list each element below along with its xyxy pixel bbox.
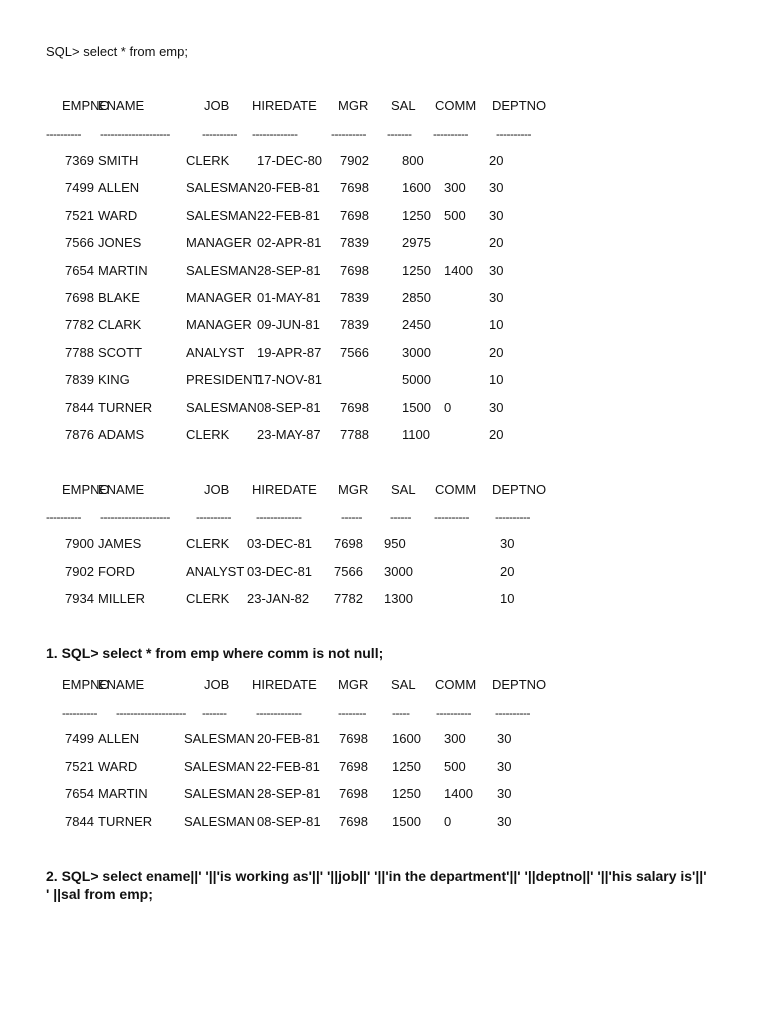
table-cell-sal: 950: [384, 536, 406, 551]
table-cell-mgr: 7902: [340, 153, 369, 168]
table-cell-hiredate: 02-APR-81: [257, 235, 322, 250]
table-cell-mgr: 7839: [340, 290, 369, 305]
column-header-hiredate: HIREDATE: [252, 98, 317, 113]
table-cell-hiredate: 09-JUN-81: [257, 317, 320, 332]
table-cell-job: CLERK: [186, 536, 230, 551]
column-header-empno: EMPNO: [62, 677, 110, 692]
table-cell-empno: 7654: [65, 263, 94, 278]
table-cell-deptno: 20: [489, 235, 504, 250]
column-header-ename: ENAME: [98, 482, 145, 497]
table-cell-deptno: 30: [489, 208, 504, 223]
table-cell-job: ANALYST: [186, 564, 245, 579]
table-cell-sal: 1600: [392, 731, 421, 746]
table-cell-empno: 7902: [65, 564, 94, 579]
table-cell-deptno: 20: [489, 427, 504, 442]
table-cell-deptno: 30: [497, 814, 512, 829]
table-cell-deptno: 30: [489, 290, 504, 305]
column-separator-comm: ----------: [433, 127, 468, 141]
table-cell-hiredate: 08-SEP-81: [257, 814, 321, 829]
column-separator-sal: ------: [390, 510, 411, 524]
column-separator-comm: ----------: [434, 510, 469, 524]
table-cell-deptno: 30: [489, 180, 504, 195]
table-cell-sal: 1300: [384, 591, 413, 606]
table-cell-ename: MARTIN: [98, 263, 148, 278]
table-cell-empno: 7654: [65, 786, 94, 801]
column-header-comm: COMM: [435, 98, 477, 113]
table-cell-ename: ADAMS: [98, 427, 145, 442]
table-cell-empno: 7900: [65, 536, 94, 551]
table-cell-job: PRESIDENT: [186, 372, 261, 387]
table-cell-hiredate: 28-SEP-81: [257, 263, 321, 278]
table-cell-ename: MARTIN: [98, 786, 148, 801]
column-separator-sal: -----: [392, 706, 410, 720]
column-separator-deptno: ----------: [495, 706, 530, 720]
table-cell-deptno: 30: [489, 263, 504, 278]
table-cell-hiredate: 03-DEC-81: [247, 564, 313, 579]
table-cell-job: MANAGER: [186, 317, 252, 332]
table-cell-mgr: 7698: [339, 731, 368, 746]
table-cell-ename: BLAKE: [98, 290, 140, 305]
column-header-job: JOB: [204, 98, 230, 113]
table-cell-deptno: 20: [500, 564, 515, 579]
table-cell-empno: 7844: [65, 814, 94, 829]
table-cell-ename: SCOTT: [98, 345, 143, 360]
table-cell-deptno: 30: [500, 536, 515, 551]
table-cell-mgr: 7698: [340, 208, 369, 223]
table-cell-hiredate: 17-NOV-81: [257, 372, 323, 387]
column-separator-mgr: ------: [341, 510, 362, 524]
table-cell-sal: 1250: [392, 786, 421, 801]
table-cell-ename: CLARK: [98, 317, 142, 332]
column-separator-mgr: --------: [338, 706, 366, 720]
column-header-comm: COMM: [435, 482, 477, 497]
table-cell-hiredate: 23-JAN-82: [247, 591, 310, 606]
table-cell-comm: 1400: [444, 263, 473, 278]
table-cell-comm: 500: [444, 759, 466, 774]
column-header-job: JOB: [204, 677, 230, 692]
column-separator-mgr: ----------: [331, 127, 366, 141]
column-header-sal: SAL: [391, 98, 416, 113]
table-cell-sal: 2850: [402, 290, 431, 305]
table-cell-sal: 1250: [402, 263, 431, 278]
table-cell-empno: 7934: [65, 591, 94, 606]
column-header-mgr: MGR: [338, 482, 369, 497]
table-cell-empno: 7369: [65, 153, 94, 168]
column-header-comm: COMM: [435, 677, 477, 692]
column-separator-job: ----------: [196, 510, 231, 524]
table-cell-job: CLERK: [186, 591, 230, 606]
table-cell-mgr: 7698: [339, 786, 368, 801]
column-header-deptno: DEPTNO: [492, 677, 547, 692]
column-separator-sal: -------: [387, 127, 412, 141]
table-cell-empno: 7499: [65, 180, 94, 195]
table-cell-mgr: 7788: [340, 427, 369, 442]
table-cell-sal: 1600: [402, 180, 431, 195]
table-cell-mgr: 7839: [340, 235, 369, 250]
table-cell-hiredate: 03-DEC-81: [247, 536, 313, 551]
table-cell-deptno: 30: [497, 786, 512, 801]
column-header-deptno: DEPTNO: [492, 482, 547, 497]
table-cell-sal: 5000: [402, 372, 431, 387]
intro-command: SQL> select * from emp;: [46, 44, 188, 59]
column-separator-ename: --------------------: [100, 127, 170, 141]
table-cell-empno: 7788: [65, 345, 94, 360]
table-cell-empno: 7782: [65, 317, 94, 332]
column-header-deptno: DEPTNO: [492, 98, 547, 113]
table-cell-sal: 800: [402, 153, 424, 168]
column-separator-hiredate: -------------: [252, 127, 298, 141]
table-cell-sal: 2450: [402, 317, 431, 332]
table-cell-job: ANALYST: [186, 345, 245, 360]
query-2-command-line-1: 2. SQL> select ename||' '||'is working as'||' '||job||' '||'in the department'||' '||deptno||' '||'his salary is'||': [46, 868, 707, 884]
table-cell-job: SALESMAN: [186, 263, 257, 278]
table-cell-ename: JONES: [98, 235, 142, 250]
table-cell-deptno: 10: [500, 591, 515, 606]
table-cell-hiredate: 20-FEB-81: [257, 180, 320, 195]
table-cell-empno: 7844: [65, 400, 94, 415]
column-header-sal: SAL: [391, 482, 416, 497]
table-cell-comm: 0: [444, 814, 452, 829]
table-cell-mgr: 7698: [340, 400, 369, 415]
table-cell-hiredate: 01-MAY-81: [257, 290, 321, 305]
query-1-command: 1. SQL> select * from emp where comm is not null;: [46, 645, 384, 661]
table-cell-ename: TURNER: [98, 814, 153, 829]
table-cell-mgr: 7698: [340, 263, 369, 278]
table-cell-mgr: 7698: [334, 536, 363, 551]
column-header-ename: ENAME: [98, 677, 145, 692]
table-cell-empno: 7521: [65, 208, 94, 223]
table-cell-empno: 7521: [65, 759, 94, 774]
table-cell-empno: 7499: [65, 731, 94, 746]
table-cell-deptno: 30: [497, 731, 512, 746]
table-cell-comm: 500: [444, 208, 466, 223]
column-separator-empno: ----------: [46, 127, 81, 141]
table-cell-comm: 300: [444, 731, 466, 746]
table-cell-job: MANAGER: [186, 235, 252, 250]
column-separator-hiredate: -------------: [256, 510, 302, 524]
table-cell-sal: 1500: [402, 400, 431, 415]
table-cell-job: CLERK: [186, 153, 230, 168]
table-cell-hiredate: 23-MAY-87: [257, 427, 321, 442]
table-cell-ename: JAMES: [98, 536, 142, 551]
column-header-empno: EMPNO: [62, 482, 110, 497]
column-separator-deptno: ----------: [496, 127, 531, 141]
table-cell-sal: 1500: [392, 814, 421, 829]
table-cell-ename: FORD: [98, 564, 135, 579]
table-cell-ename: KING: [98, 372, 130, 387]
table-cell-deptno: 30: [489, 400, 504, 415]
table-cell-job: SALESMAN: [184, 814, 255, 829]
table-cell-mgr: 7566: [340, 345, 369, 360]
table-cell-comm: 0: [444, 400, 452, 415]
column-separator-job: ----------: [202, 127, 237, 141]
table-cell-sal: 3000: [384, 564, 413, 579]
table-cell-deptno: 10: [489, 372, 504, 387]
table-cell-deptno: 20: [489, 345, 504, 360]
table-cell-ename: WARD: [98, 759, 138, 774]
column-header-hiredate: HIREDATE: [252, 482, 317, 497]
table-cell-comm: 300: [444, 180, 466, 195]
table-cell-ename: WARD: [98, 208, 138, 223]
table-cell-hiredate: 22-FEB-81: [257, 208, 320, 223]
column-header-hiredate: HIREDATE: [252, 677, 317, 692]
table-cell-empno: 7876: [65, 427, 94, 442]
table-cell-job: MANAGER: [186, 290, 252, 305]
table-cell-empno: 7566: [65, 235, 94, 250]
table-cell-job: SALESMAN: [184, 759, 255, 774]
table-cell-hiredate: 08-SEP-81: [257, 400, 321, 415]
table-cell-deptno: 20: [489, 153, 504, 168]
table-cell-mgr: 7698: [339, 814, 368, 829]
query-2-command-line-2: ' ||sal from emp;: [46, 886, 153, 902]
column-separator-job: -------: [202, 706, 227, 720]
table-cell-mgr: 7698: [340, 180, 369, 195]
column-header-sal: SAL: [391, 677, 416, 692]
column-header-job: JOB: [204, 482, 230, 497]
table-cell-ename: MILLER: [98, 591, 145, 606]
table-cell-empno: 7698: [65, 290, 94, 305]
column-header-empno: EMPNO: [62, 98, 110, 113]
column-separator-empno: ----------: [62, 706, 97, 720]
table-cell-job: SALESMAN: [186, 208, 257, 223]
column-separator-hiredate: -------------: [256, 706, 302, 720]
table-cell-mgr: 7698: [339, 759, 368, 774]
column-header-ename: ENAME: [98, 98, 145, 113]
table-cell-ename: SMITH: [98, 153, 139, 168]
table-cell-ename: TURNER: [98, 400, 153, 415]
column-separator-empno: ----------: [46, 510, 81, 524]
table-cell-hiredate: 28-SEP-81: [257, 786, 321, 801]
column-header-mgr: MGR: [338, 98, 369, 113]
table-cell-hiredate: 19-APR-87: [257, 345, 322, 360]
table-cell-sal: 1250: [392, 759, 421, 774]
column-separator-ename: --------------------: [100, 510, 170, 524]
table-cell-mgr: 7839: [340, 317, 369, 332]
table-cell-job: SALESMAN: [184, 731, 255, 746]
table-cell-sal: 2975: [402, 235, 431, 250]
table-cell-job: SALESMAN: [186, 400, 257, 415]
column-header-mgr: MGR: [338, 677, 369, 692]
table-cell-sal: 1100: [402, 427, 430, 442]
table-cell-hiredate: 20-FEB-81: [257, 731, 320, 746]
table-cell-hiredate: 17-DEC-80: [257, 153, 323, 168]
table-cell-mgr: 7566: [334, 564, 363, 579]
table-cell-comm: 1400: [444, 786, 473, 801]
table-cell-empno: 7839: [65, 372, 94, 387]
table-cell-job: SALESMAN: [184, 786, 255, 801]
table-cell-ename: ALLEN: [98, 180, 140, 195]
column-separator-comm: ----------: [436, 706, 471, 720]
column-separator-ename: --------------------: [116, 706, 186, 720]
table-cell-job: SALESMAN: [186, 180, 257, 195]
table-cell-sal: 3000: [402, 345, 431, 360]
column-separator-deptno: ----------: [495, 510, 530, 524]
table-cell-deptno: 10: [489, 317, 504, 332]
table-cell-hiredate: 22-FEB-81: [257, 759, 320, 774]
table-cell-deptno: 30: [497, 759, 512, 774]
table-cell-job: CLERK: [186, 427, 230, 442]
table-cell-sal: 1250: [402, 208, 431, 223]
table-cell-mgr: 7782: [334, 591, 363, 606]
table-cell-ename: ALLEN: [98, 731, 140, 746]
